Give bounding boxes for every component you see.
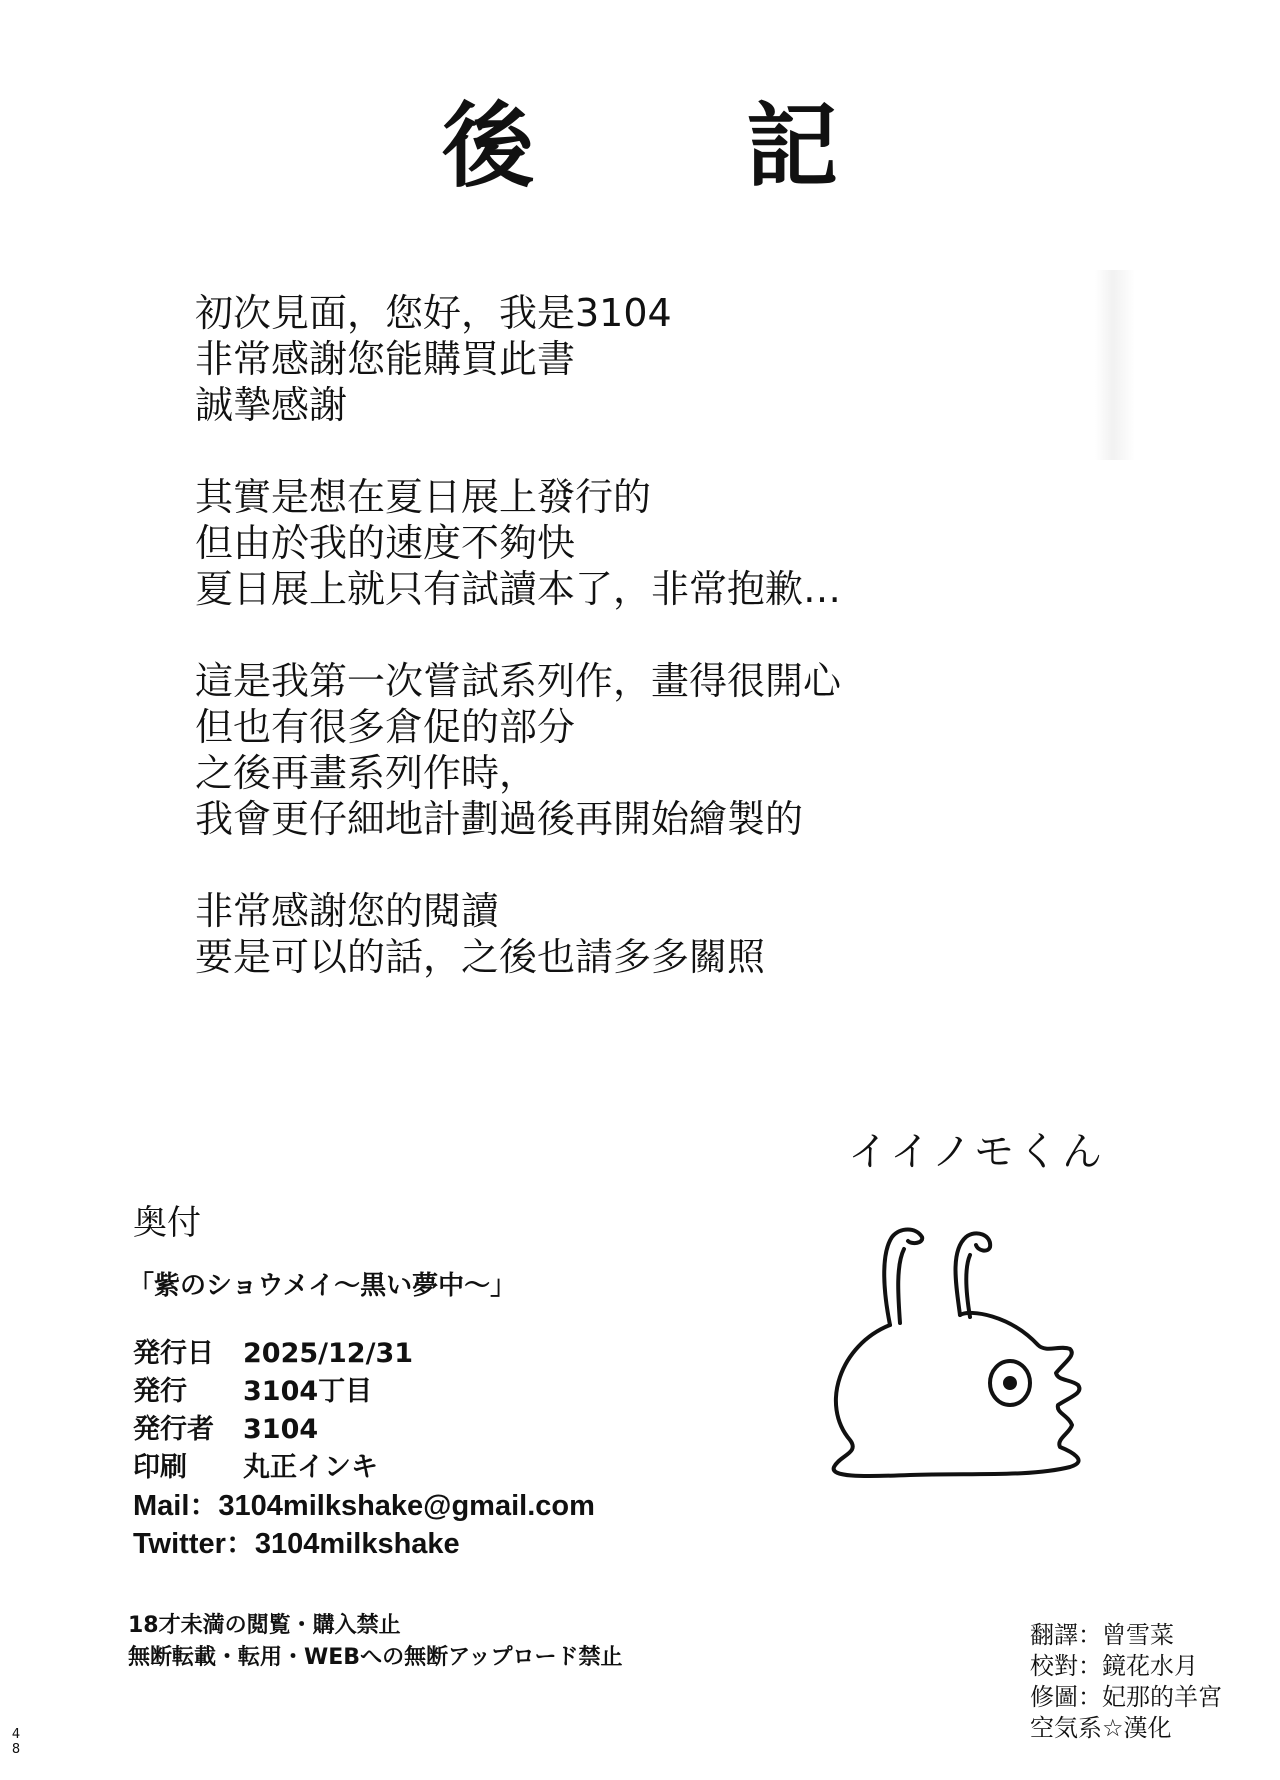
afterword-line: 夏日展上就只有試讀本了，非常抱歉… [195,567,842,611]
colophon-row [133,1449,595,1487]
mail-contact: Mail：3104milkshake@gmail.com [133,1490,595,1522]
notices [128,1610,623,1674]
colophon-key: 発行日 [133,1338,214,1369]
afterword-paragraph [195,888,1095,980]
colophon-key: 発行者 [133,1414,214,1445]
colophon-row [133,1335,595,1373]
colophon-key: 印刷 [133,1452,187,1483]
afterword-line: 非常感謝您的閱讀 [195,889,500,933]
afterword-line: 要是可以的話，之後也請多多關照 [195,935,766,979]
afterword-line: 但由於我的速度不夠快 [195,521,576,565]
afterword-line: 但也有很多倉促的部分 [195,705,576,749]
afterword-line: 誠摯感謝 [195,383,348,427]
afterword-line: 初次見面，您好，我是3104 [195,291,672,335]
colophon-key: 発行 [133,1376,187,1407]
credit-line: 空気系☆漢化 [1030,1714,1172,1742]
colophon-value: 丸正インキ [243,1452,378,1483]
translation-credits [1030,1620,1222,1744]
credit-line: 校對：鏡花水月 [1030,1652,1198,1680]
page-number-digit: 8 [11,1742,21,1757]
book-title: 「紫のショウメイ〜黒い夢中〜」 [128,1271,517,1301]
mascot-drawing-icon [820,1215,1120,1485]
mascot-label: イイノモくん [848,1129,1106,1175]
afterword-line: 其實是想在夏日展上發行的 [195,475,652,519]
colophon-heading: 奥付 [133,1203,201,1243]
colophon-row [133,1411,595,1449]
page-number-digit: 4 [11,1727,21,1742]
afterword-paragraph [195,474,1095,612]
afterword-line: 我會更仔細地計劃過後再開始繪製的 [195,797,804,841]
twitter-contact: Twitter：3104milkshake [133,1528,460,1560]
page-title: 後 記 [441,93,898,200]
afterword-line: 這是我第一次嘗試系列作，畫得很開心 [195,659,842,703]
colophon-row [133,1373,595,1411]
credit-line: 翻譯：曾雪菜 [1030,1621,1174,1649]
afterword-body [195,290,1095,1026]
notice-line: 18才未満の閲覧・購入禁止 [128,1613,401,1638]
afterword-paragraph [195,658,1095,842]
afterword-line: 非常感謝您能購買此書 [195,337,576,381]
afterword-paragraph [195,290,1095,428]
afterword-line: 之後再畫系列作時， [195,751,538,795]
scan-smudge [1095,270,1135,460]
page-number [8,1727,24,1757]
colophon-value: 3104丁目 [243,1376,373,1407]
colophon-value: 2025/12/31 [243,1338,414,1369]
colophon-value: 3104 [243,1414,319,1445]
credit-line: 修圖：妃那的羊宮 [1030,1683,1222,1711]
colophon-details [133,1335,595,1563]
notice-line: 無断転載・転用・WEBへの無断アップロード禁止 [128,1645,623,1670]
